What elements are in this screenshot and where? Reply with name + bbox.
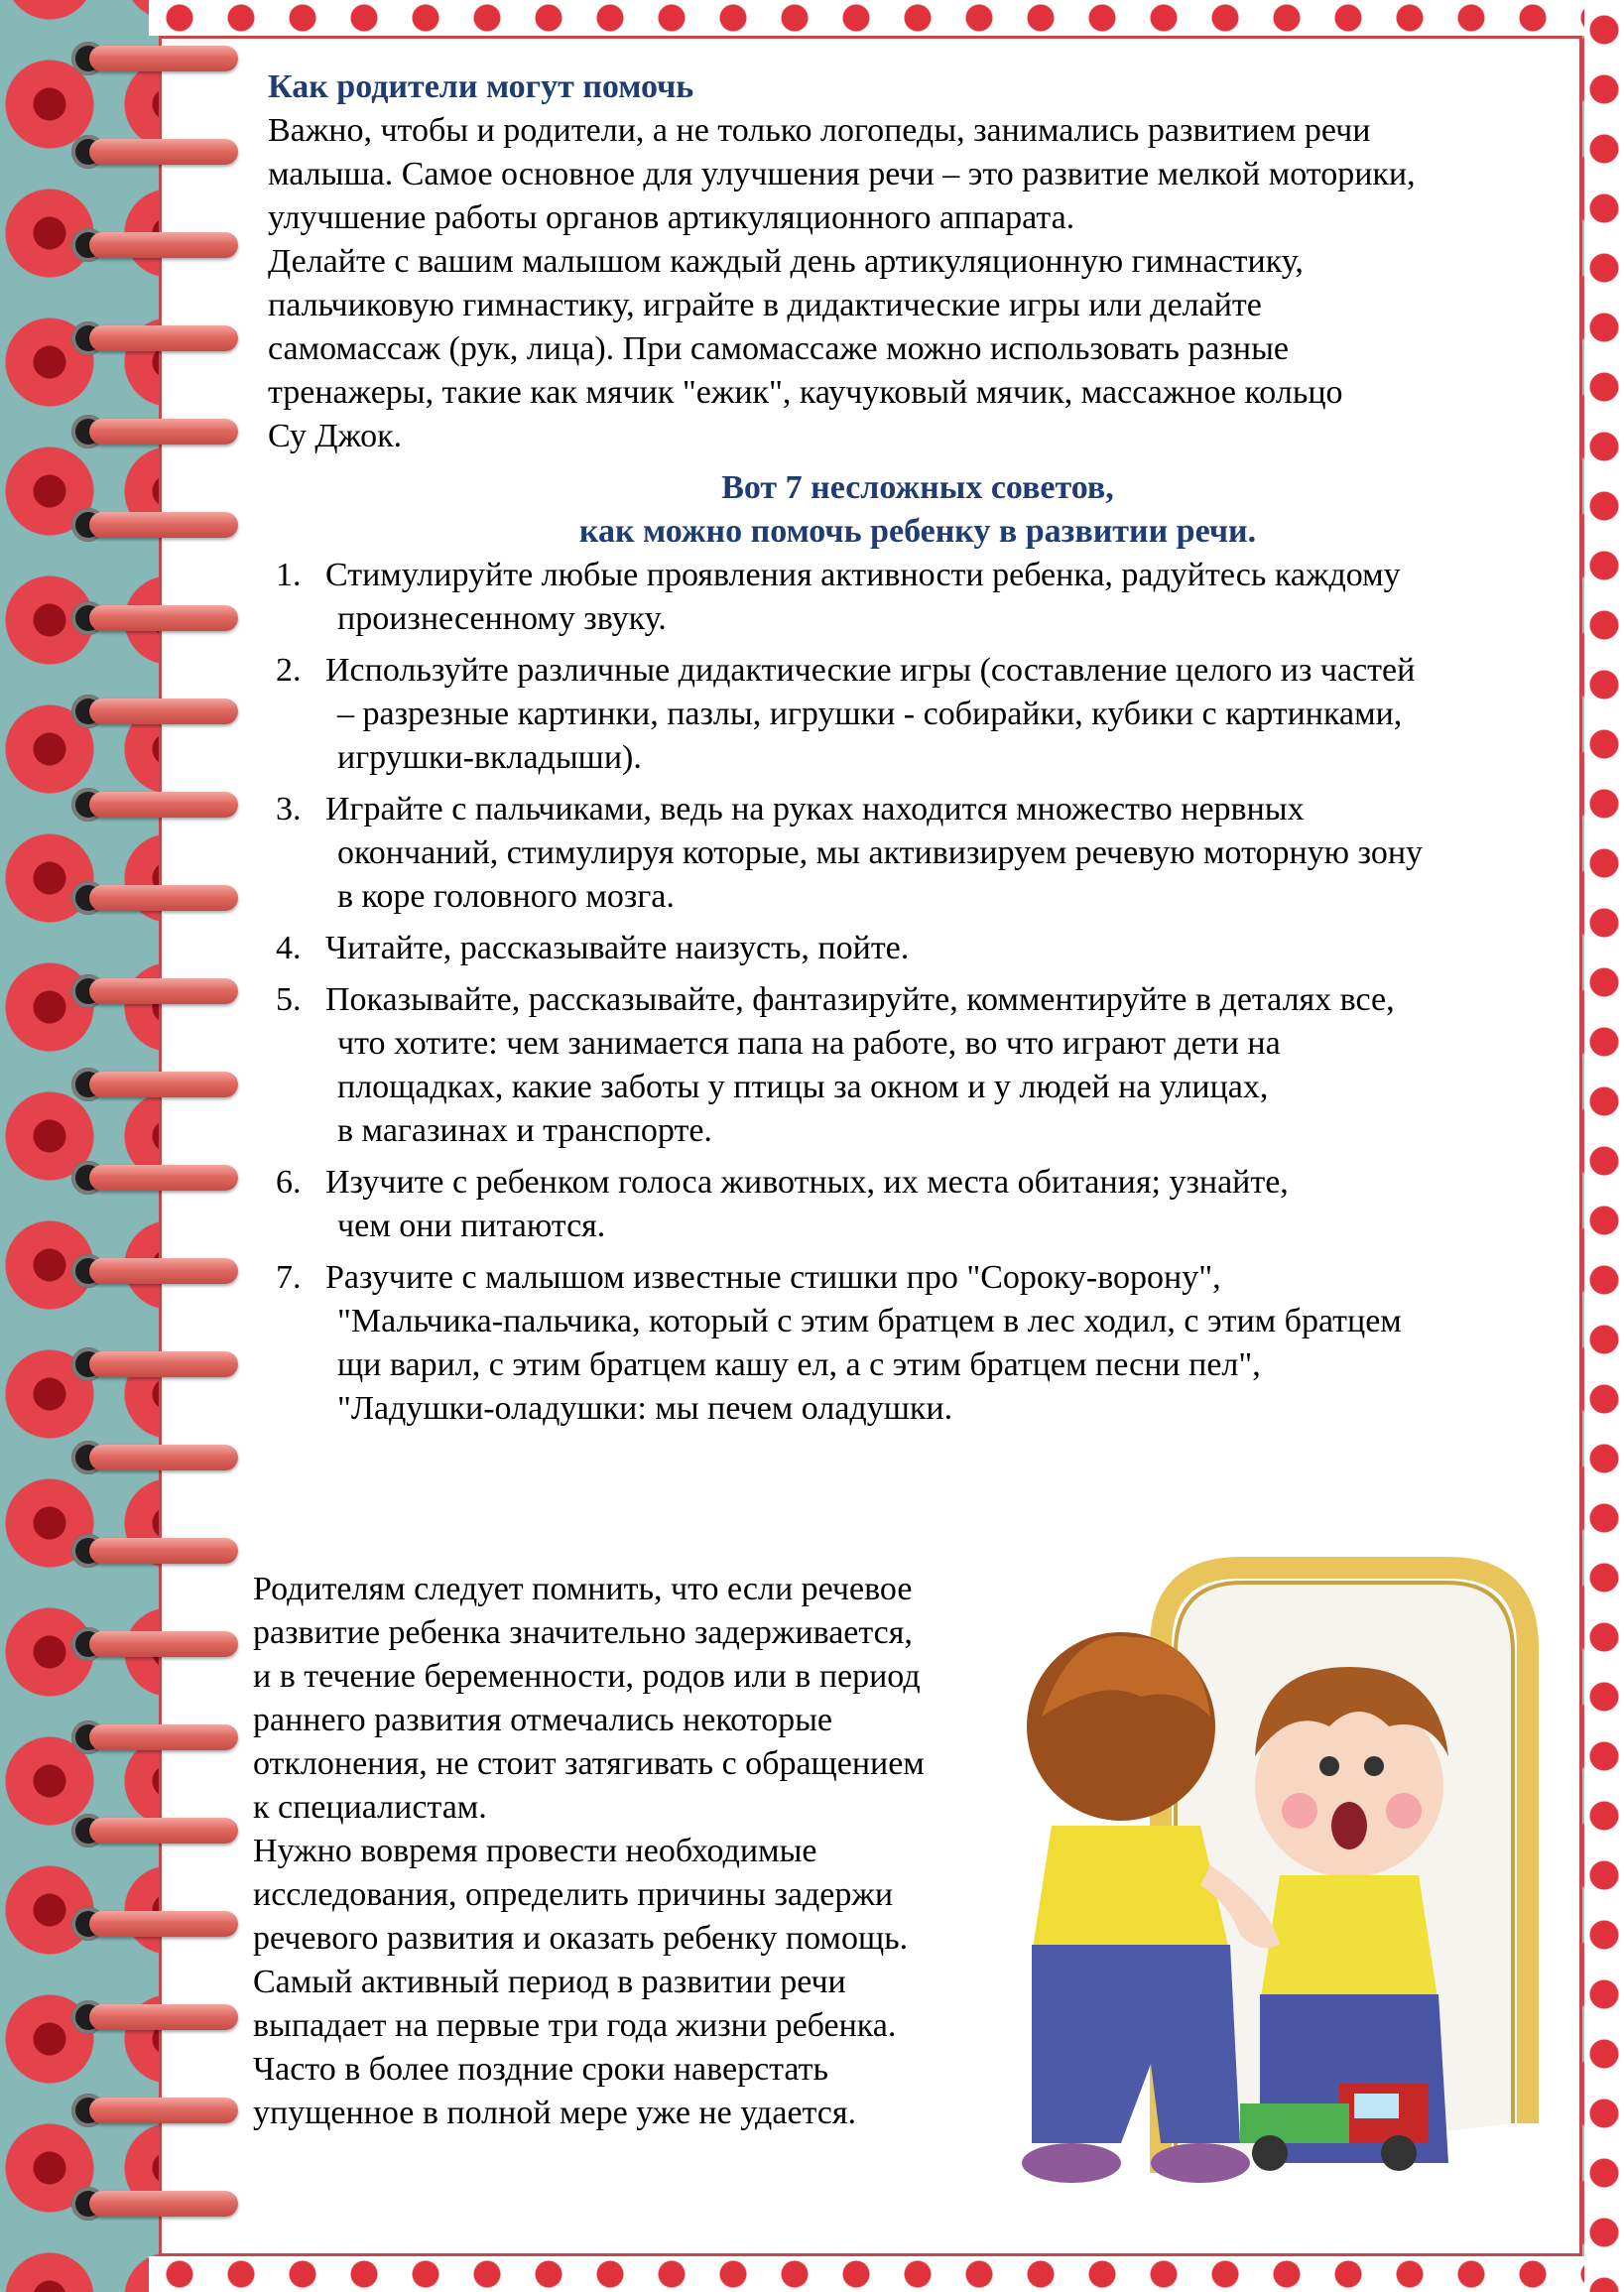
closing-line: упущенное в полной мере уже не удается.: [253, 2095, 857, 2131]
tip-item: [268, 554, 1567, 641]
tip-item: [268, 788, 1567, 919]
tip-continuation-line: [268, 693, 1567, 736]
ring-loop: [89, 978, 238, 1004]
tip-text: Разучите с малышом известные стишки про "Сороку-ворону",: [325, 1259, 1221, 1296]
tip-continuation-line: [268, 736, 1567, 780]
spiral-ring: [60, 1439, 248, 1478]
tip-text: чем они питаются.: [337, 1208, 606, 1244]
tip-first-line: [268, 1161, 1567, 1205]
ring-loop: [89, 139, 238, 165]
spiral-ring: [60, 1159, 248, 1199]
closing-line: к специалистам.: [253, 1789, 487, 1826]
intro-line: тренажеры, такие как мячик "ежик", каучуковый мячик, массажное кольцо: [268, 374, 1343, 411]
tip-item: [268, 649, 1567, 780]
tip-text: в магазинах и транспорте.: [337, 1112, 712, 1149]
top-dotted-border: [149, 0, 1624, 36]
tip-first-line: [268, 788, 1567, 831]
ring-loop: [89, 1911, 238, 1937]
tip-text: произнесенному звуку.: [337, 600, 667, 637]
tips-list: [268, 554, 1567, 1431]
closing-line: речевого развития и оказать ребенку помощь.: [253, 1920, 909, 1957]
closing-line: Родителям следует помнить, что если речевое: [253, 1571, 913, 1607]
closing-line: развитие ребенка значительно задерживается,: [253, 1614, 913, 1651]
tip-item: [268, 1161, 1567, 1248]
spiral-ring: [60, 1252, 248, 1292]
tip-text: щи варил, с этим братцем кашу ел, а с этим братцем песни пел",: [337, 1346, 1261, 1383]
tips-title: [268, 466, 1567, 554]
tip-continuation-line: [268, 1205, 1567, 1248]
ring-loop: [89, 512, 238, 538]
tip-text: Показывайте, рассказывайте, фантазируйте, комментируйте в деталях все,: [325, 981, 1395, 1018]
ring-loop: [89, 2004, 238, 2030]
tip-continuation-line: [268, 1109, 1567, 1153]
ring-loop: [89, 1538, 238, 1564]
ring-loop: [89, 1724, 238, 1750]
tip-number: 2.: [276, 652, 302, 689]
intro-line: Важно, чтобы и родители, а не только логопеды, занимались развитием речи: [268, 112, 1371, 149]
ring-loop: [89, 1631, 238, 1657]
section-heading: Как родители могут помочь: [268, 68, 694, 105]
ring-loop: [89, 2191, 238, 2217]
intro-paragraph: [268, 109, 1567, 458]
tip-text: Стимулируйте любые проявления активности ребенка, радуйтесь каждому: [325, 557, 1401, 593]
ring-loop: [89, 1351, 238, 1377]
spiral-ring: [60, 1998, 248, 2038]
tip-text: окончаний, стимулируя которые, мы активизируем речевую моторную зону: [337, 834, 1424, 871]
spiral-ring: [60, 226, 248, 266]
closing-line: и в течение беременности, родов или в период: [253, 1658, 921, 1695]
closing-line: Самый активный период в развитии речи: [253, 1964, 846, 2000]
tip-first-line: [268, 927, 1567, 970]
ring-loop: [89, 46, 238, 71]
tip-number: 6.: [276, 1164, 302, 1201]
tip-number: 3.: [276, 791, 302, 828]
closing-line: отклонения, не стоит затягивать с обращением: [253, 1745, 925, 1782]
tip-continuation-line: [268, 1066, 1567, 1109]
spiral-ring: [60, 786, 248, 826]
bottom-dotted-border: [149, 2256, 1624, 2292]
intro-line: улучшение работы органов артикуляционного аппарата.: [268, 199, 1075, 236]
ring-loop: [89, 232, 238, 258]
closing-paragraph: [253, 1568, 1047, 2135]
tip-text: – разрезные картинки, пазлы, игрушки - собирайки, кубики с картинками,: [337, 696, 1403, 732]
intro-line: Делайте с вашим малышом каждый день артикуляционную гимнастику,: [268, 243, 1304, 280]
closing-line: Часто в более поздние сроки наверстать: [253, 2051, 829, 2088]
spiral-ring: [60, 319, 248, 359]
ring-loop: [89, 1072, 238, 1097]
ring-loop: [89, 1818, 238, 1844]
tip-item: [268, 978, 1567, 1153]
spiral-ring: [60, 972, 248, 1012]
tip-first-line: [268, 1256, 1567, 1300]
tip-continuation-line: [268, 1343, 1567, 1387]
spiral-binding: [60, 40, 258, 2272]
tip-text: Используйте различные дидактические игры (составление целого из частей: [325, 652, 1416, 689]
tip-number: 4.: [276, 930, 302, 966]
tip-continuation-line: [268, 1022, 1567, 1066]
boy-mirror-illustration: [1012, 1528, 1548, 2213]
tips-title-line-1: Вот 7 несложных советов,: [721, 469, 1114, 506]
spiral-ring: [60, 506, 248, 546]
spiral-ring: [60, 40, 248, 79]
spiral-ring: [60, 599, 248, 639]
closing-line: исследования, определить причины задержи: [253, 1876, 894, 1913]
tips-title-line-2: как можно помочь ребенку в развитии речи.: [578, 513, 1257, 550]
main-content: [268, 65, 1567, 1439]
tip-number: 5.: [276, 981, 302, 1018]
intro-line: самомассаж (рук, лица). При самомассаже можно использовать разные: [268, 330, 1290, 367]
tip-number: 7.: [276, 1259, 302, 1296]
spiral-ring: [60, 2092, 248, 2131]
spiral-ring: [60, 1066, 248, 1105]
tip-item: [268, 1256, 1567, 1431]
tip-first-line: [268, 554, 1567, 597]
tip-text: что хотите: чем занимается папа на работе, во что играют дети на: [337, 1025, 1281, 1062]
closing-line: выпадает на первые три года жизни ребенка.: [253, 2007, 897, 2044]
closing-line: раннего развития отмечались некоторые: [253, 1702, 833, 1738]
intro-line: малыша. Самое основное для улучшения речи – это развитие мелкой моторики,: [268, 156, 1416, 192]
ring-loop: [89, 2098, 238, 2123]
ring-loop: [89, 699, 238, 724]
tip-continuation-line: [268, 875, 1567, 919]
tip-number: 1.: [276, 557, 302, 593]
spiral-ring: [60, 1812, 248, 1851]
ring-loop: [89, 1258, 238, 1284]
tip-continuation-line: [268, 831, 1567, 875]
ring-loop: [89, 1445, 238, 1470]
tip-text: "Ладушки-оладушки: мы печем оладушки.: [337, 1390, 953, 1427]
spiral-ring: [60, 1719, 248, 1758]
ring-loop: [89, 792, 238, 818]
tip-text: в коре головного мозга.: [337, 878, 675, 915]
spiral-ring: [60, 133, 248, 173]
tip-continuation-line: [268, 1300, 1567, 1343]
tip-text: площадках, какие заботы у птицы за окном и у людей на улицах,: [337, 1069, 1269, 1105]
ring-loop: [89, 419, 238, 445]
ring-loop: [89, 885, 238, 911]
spiral-ring: [60, 1625, 248, 1665]
tip-text: Играйте с пальчиками, ведь на руках находится множество нервных: [325, 791, 1305, 828]
closing-line: Нужно вовремя провести необходимые: [253, 1833, 817, 1869]
right-dotted-border: [1584, 0, 1624, 2292]
intro-line: Су Джок.: [268, 418, 403, 454]
tip-first-line: [268, 649, 1567, 693]
intro-line: пальчиковую гимнастику, играйте в дидактические игры или делайте: [268, 287, 1262, 323]
ring-loop: [89, 325, 238, 351]
spiral-ring: [60, 879, 248, 919]
spiral-ring: [60, 1345, 248, 1385]
tip-text: Читайте, рассказывайте наизусть, пойте.: [325, 930, 910, 966]
tip-text: Изучите с ребенком голоса животных, их места обитания; узнайте,: [325, 1164, 1289, 1201]
tip-text: игрушки-вкладыши).: [337, 739, 642, 776]
spiral-ring: [60, 1905, 248, 1945]
tip-first-line: [268, 978, 1567, 1022]
ring-loop: [89, 1165, 238, 1191]
ring-loop: [89, 605, 238, 631]
tip-continuation-line: [268, 1387, 1567, 1431]
spiral-ring: [60, 2185, 248, 2225]
spiral-ring: [60, 693, 248, 732]
tip-text: "Мальчика-пальчика, который с этим братцем в лес ходил, с этим братцем: [337, 1303, 1402, 1339]
spiral-ring: [60, 1532, 248, 1572]
tip-item: [268, 927, 1567, 970]
spiral-ring: [60, 413, 248, 452]
tip-continuation-line: [268, 597, 1567, 641]
